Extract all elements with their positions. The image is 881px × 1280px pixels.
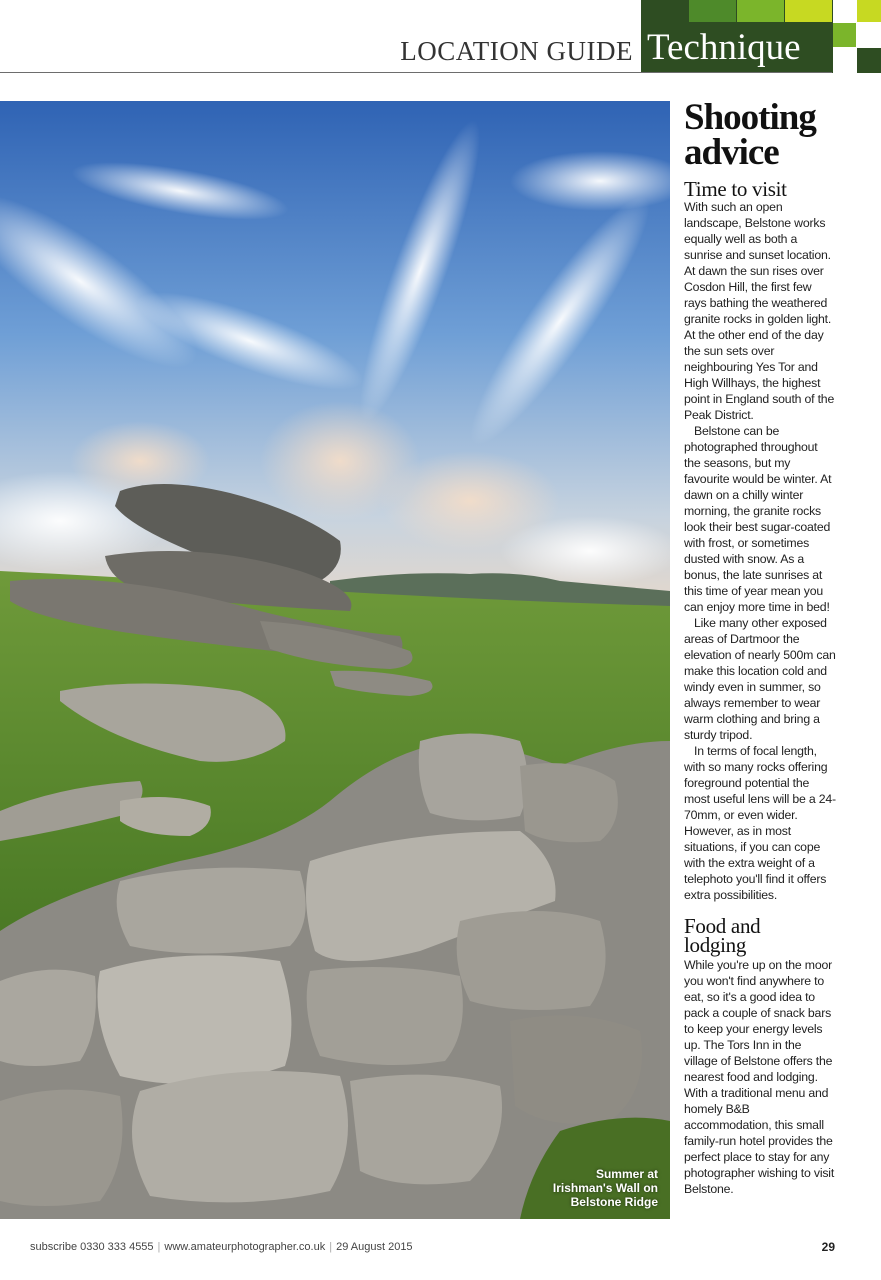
accent-square xyxy=(785,0,832,22)
caption-line: Irishman's Wall on xyxy=(552,1181,658,1195)
paragraph: While you're up on the moor you won't find anywhere to eat, so it's a good idea to pack a couple of snack bars to keep your energy levels up. The Tors Inn in the village of Belstone offers the nearest food and lodging. With a traditional menu and homely B&B accommodation, this small family-run hotel provides the perfect place to stay for any photographer wishing to visit Belstone. xyxy=(684,958,835,1196)
footer xyxy=(30,1241,413,1253)
landscape-photo xyxy=(0,101,670,1219)
section-heading-food-and-lodging xyxy=(684,914,836,957)
landscape-illustration xyxy=(0,101,670,1219)
caption-line: Summer at xyxy=(595,1167,658,1181)
time-to-visit-body xyxy=(684,199,836,903)
heading-line: lodging xyxy=(684,933,747,957)
section-label: LOCATION GUIDE xyxy=(400,36,633,66)
footer-separator: | xyxy=(329,1241,333,1253)
technique-tab-label: Technique xyxy=(647,27,801,68)
heading-line: Food and xyxy=(684,914,761,938)
header-rule xyxy=(0,72,832,73)
photo-caption xyxy=(553,1167,658,1209)
section-heading-time-to-visit: Time to visit xyxy=(684,177,787,201)
accent-square xyxy=(689,0,736,22)
sidebar-title-line: advice xyxy=(684,132,779,173)
footer-separator: | xyxy=(157,1241,161,1253)
caption-line: Belstone Ridge xyxy=(570,1195,658,1209)
paragraph: Belstone can be photographed throughout the seasons, but my favourite would be winter. At dawn on a chilly winter morning, the granite rocks look their best sugar-coated with frost, or sometimes dusted with snow. As a bonus, the late sunrises at this time of year mean you can enjoy more time in bed! xyxy=(684,424,832,614)
footer-website[interactable]: www.amateurphotographer.co.uk xyxy=(164,1241,326,1253)
accent-square xyxy=(857,48,881,73)
paragraph: In terms of focal length, with so many rocks offering foreground potential the most useful lens will be a 24-70mm, or even wider. However, as in most situations, if you can cope with the extra weight of a telephoto you'll find it offers extra possibilities. xyxy=(684,744,836,902)
shooting-advice-sidebar xyxy=(684,97,836,1197)
page-number: 29 xyxy=(821,1240,835,1254)
food-and-lodging-body xyxy=(684,957,836,1197)
accent-square xyxy=(833,23,856,47)
accent-square xyxy=(857,0,881,22)
sidebar-title xyxy=(684,97,836,173)
paragraph: Like many other exposed areas of Dartmoor the elevation of nearly 500m can make this location cold and windy even in summer, so always remember to wear warm clothing and bring a sturdy tripod. xyxy=(684,616,836,742)
sidebar-title-line: Shooting xyxy=(684,97,816,138)
accent-square xyxy=(737,0,784,22)
footer-subscribe: subscribe 0330 333 4555 xyxy=(30,1241,154,1253)
footer-date: 29 August 2015 xyxy=(336,1241,413,1253)
paragraph: With such an open landscape, Belstone works equally well as both a sunrise and sunset location. At dawn the sun rises over Cosdon Hill, the first few rays bathing the weathered granite rocks in golden light. At the other end of the day the sun sets over neighbouring Yes Tor and High Willhays, the highest point in England south of the Peak District. xyxy=(684,200,835,422)
